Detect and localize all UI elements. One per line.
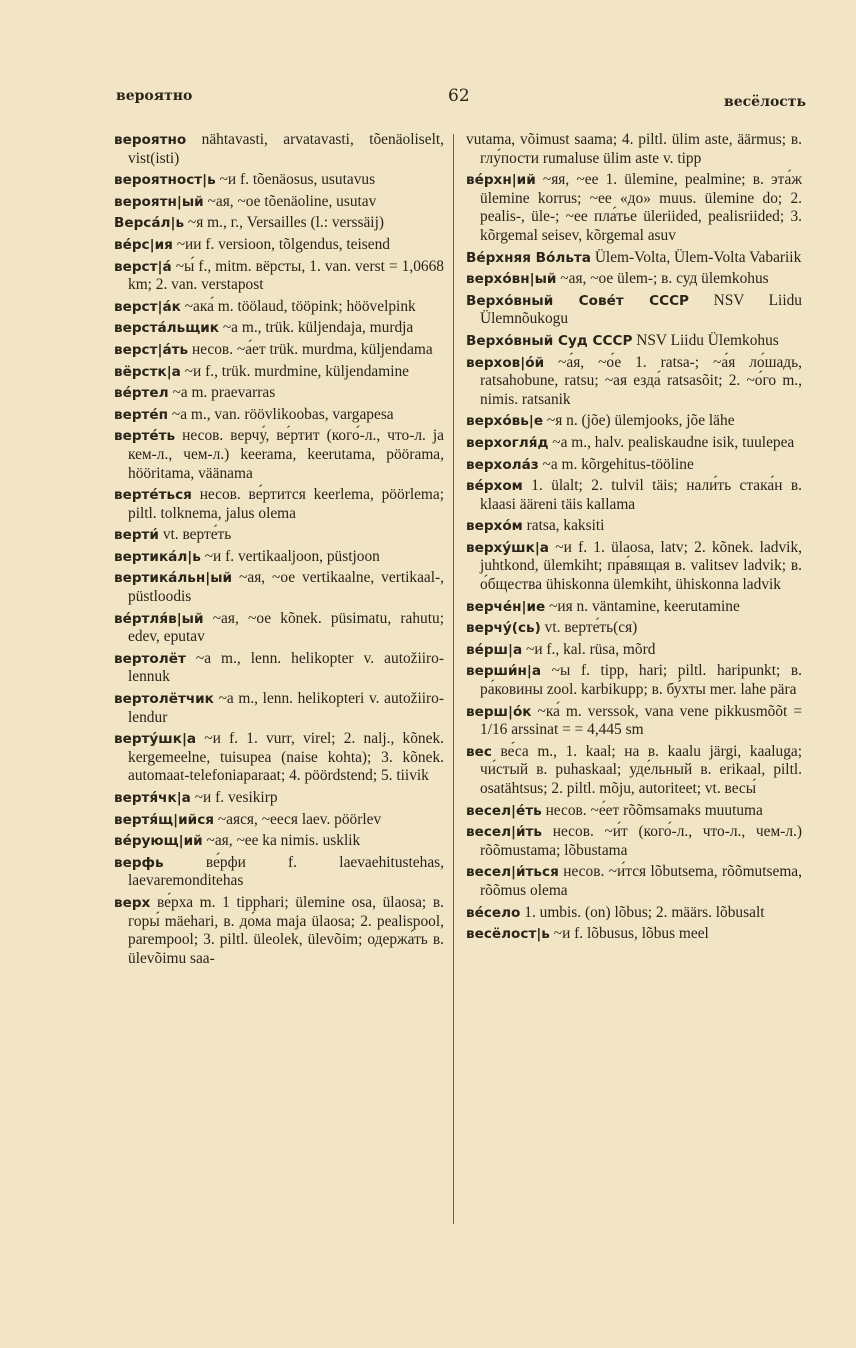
entry-headword: верхо́м: [466, 518, 523, 535]
entry-definition: ~ая, ~ое tõenäoline, usutav: [203, 192, 377, 210]
entry-headword: ве́ртля́в|ый: [114, 610, 204, 627]
dictionary-entry: [114, 486, 444, 523]
entry-definition: ~и f., trük. murdmine, küljendamine: [180, 362, 409, 380]
entry-headword: ве́ртел: [114, 385, 169, 402]
page-number: 62: [448, 86, 470, 106]
entry-definition: ~ая, ~ее ka nimis. usklik: [202, 832, 361, 850]
dictionary-entry: [114, 258, 444, 295]
entry-headword: вертика́льн|ый: [114, 570, 233, 587]
entry-headword: вертя́чк|а: [114, 790, 191, 806]
dictionary-entry: [466, 434, 802, 453]
dictionary-entry: [114, 171, 444, 190]
entry-headword: верху́шк|а: [466, 539, 549, 556]
entry-definition: ~а́я, ~о́е 1. ratsa-; ~а́я ло́шадь, ratsahobune, ratsu; ~ая езда́ ratsasõit; 2. ~о́го m., nimis. ratsanik: [480, 353, 802, 408]
entry-headword: верст|а́к: [114, 298, 181, 315]
entry-definition: ~я n. (jõe) ülemjooks, jõe lähe: [543, 412, 735, 430]
entry-headword: верче́н|ие: [466, 598, 546, 615]
entry-definition: ~ая, ~ое vertikaalne, vertikaal-, püstloodis: [128, 569, 444, 606]
dictionary-entry: [466, 249, 802, 268]
dictionary-entry: [114, 690, 444, 727]
entry-headword: вертолётчик: [114, 691, 214, 708]
entry-definition: vt. верте́ть(ся): [540, 619, 638, 637]
entry-definition: ве́рха m. 1 tipphari; ülemine osa, ülaosa; в. горы́ mäehari, в. до́ма maja ülaosa; 2. pealispool, parempool; 3. piltl. üleolek, ülevõim; одержа́ть в. ülevõimu saa-: [128, 893, 444, 967]
entry-headword: ве́рующ|ий: [114, 833, 203, 850]
dictionary-entry: [114, 384, 444, 403]
dictionary-entry: [114, 610, 444, 647]
dictionary-entry: [114, 214, 444, 233]
entry-definition: ~а m., lenn. helikopteri v. autožiiro-lendur: [128, 690, 444, 726]
dictionary-entry: [114, 569, 444, 606]
dictionary-entry: [466, 332, 802, 351]
entry-headword: верту́шк|а: [114, 731, 197, 748]
dictionary-entry: [466, 456, 802, 475]
dictionary-entry: [466, 131, 802, 168]
entry-headword: вертика́л|ь: [114, 548, 201, 565]
dictionary-entry: [114, 193, 444, 212]
entry-definition: несов. ~е́ет rõõmsamaks muutuma: [541, 801, 763, 819]
entry-definition: ве́са m., 1. kaal; на в. kaalu järgi, kaaluga; чи́стый в. puhaskaal; уде́льный в. erikaal, piltl. osatähtsus; 2. piltl. mõju, autoriteet; vt. весы́: [480, 742, 802, 797]
entry-headword: Верса́л|ь: [114, 215, 185, 232]
entry-headword: вес: [466, 743, 492, 760]
entry-definition: ~а m., trük. küljendaja, murdja: [219, 319, 414, 337]
entry-definition: Ülem-Volta, Ülem-Volta Vabariik: [590, 248, 802, 266]
entry-headword: верхогля́д: [466, 434, 549, 451]
dictionary-entry: [466, 925, 802, 944]
entry-definition: ~ии f. versioon, tõlgendus, teisend: [172, 235, 390, 253]
dictionary-entry: [466, 619, 802, 638]
entry-headword: весёлост|ь: [466, 926, 550, 943]
entry-definition: ~ы f. tipp, hari; piltl. haripunkt; в. ра́ковины zool. karbikupp; в. бу́хты mer. lahe pära: [480, 662, 802, 699]
entry-definition: ~и f. tõenäosus, usutavus: [215, 171, 376, 189]
entry-definition: ~а m. praevarras: [168, 384, 276, 402]
dictionary-entry: [114, 526, 444, 545]
entry-headword: верте́п: [114, 406, 169, 423]
dictionary-entry: [466, 703, 802, 740]
entry-headword: верте́ть: [114, 428, 176, 445]
dictionary-entry: [466, 904, 802, 923]
entry-headword: верфь: [114, 854, 164, 871]
entry-headword: весел|и́ть: [466, 824, 543, 841]
dictionary-entry: [466, 802, 802, 821]
entry-headword: вёрстк|а: [114, 363, 181, 380]
header-last-word: весёлость: [724, 94, 806, 110]
entry-definition: несов. ~и́тся lõbutsema, rõõmutsema, rõõmus olema: [480, 863, 802, 899]
entry-headword: верст|а́ть: [114, 341, 189, 358]
dictionary-entry: [466, 292, 802, 329]
right-column: [466, 131, 802, 947]
entry-definition: ~и f. vesikirp: [190, 789, 278, 806]
dictionary-entry: [114, 427, 444, 483]
entry-definition: ~и f. 1. ülaosa, latv; 2. kõnek. ladvik, juhtkond, ülemkiht; пра́вящая в. valitsev ladvik; в. о́бщества ühiskonna ülemkiht, ühiskonna ladvik: [480, 538, 802, 594]
entry-definition: 1. ülalt; 2. tulvil täis; нали́ть стака́н в. klaasi ääreni täis kallama: [480, 477, 802, 513]
entry-definition: ~ака́ m. töölaud, tööpink; höövelpink: [180, 297, 416, 315]
page-header: [0, 88, 856, 114]
entry-headword: верш|о́к: [466, 703, 532, 720]
entry-definition: несов. верчу́, ве́ртит (кого́-л., что-л. ja кем-л., чем-л.) keerama, keerutama, pöörama, hööritama, väänama: [128, 427, 444, 482]
entry-headword: верхо́вь|е: [466, 413, 544, 430]
entry-definition: ~а m., halv. pealiskaudne isik, tuulepea: [548, 433, 795, 451]
dictionary-entry: [114, 789, 444, 808]
entry-definition: ratsa, kaksiti: [522, 517, 605, 535]
entry-headword: ве́рхом: [466, 478, 523, 495]
entry-headword: вероятно: [114, 132, 187, 148]
dictionary-entry: [466, 539, 802, 595]
entry-definition: ве́рфи f. laevaehitustehas, laevaremonditehas: [128, 853, 444, 890]
entry-definition: ~ия n. väntamine, keerutamine: [545, 597, 740, 615]
dictionary-entry: [466, 598, 802, 617]
entry-definition: ~и f., kal. rüsa, mõrd: [522, 640, 656, 658]
entry-headword: Верхо́вный Суд СССР: [466, 332, 633, 349]
dictionary-entry: [466, 641, 802, 660]
entry-definition: ~а m. kõrgehitus-tööline: [538, 455, 694, 473]
dictionary-entry: [114, 650, 444, 687]
entry-headword: верста́льщик: [114, 320, 219, 337]
entry-definition: vt. верте́ть: [158, 526, 232, 544]
dictionary-entry: [114, 406, 444, 425]
dictionary-entry: [466, 171, 802, 245]
entry-definition: ~и f. vertikaaljoon, püstjoon: [200, 547, 380, 565]
entry-headword: верши́н|а: [466, 663, 542, 680]
entry-definition: несов. ве́ртится keerlema, pöörlema; piltl. tolknema, jalus olema: [128, 486, 444, 522]
header-first-word: вероятно: [116, 88, 193, 104]
dictionary-entry: [466, 863, 802, 900]
entry-headword: вертолёт: [114, 650, 186, 667]
entry-definition: ~аяся, ~ееся laev. pöörlev: [214, 810, 382, 828]
entry-definition: NSV Liidu Ülemkohus: [632, 331, 779, 349]
entry-definition: ~ая, ~ое ülem-; в. суд ülemkohus: [556, 270, 769, 288]
entry-definition: несов. ~а́ет trük. murdma, küljendama: [188, 340, 433, 358]
entry-definition: vutama, võimust saama; 4. piltl. ülim aste, äärmus; в. глу́пости rumaluse ülim aste v. tipp: [466, 131, 802, 167]
dictionary-entry: [114, 363, 444, 382]
dictionary-entry: [114, 319, 444, 338]
entry-headword: верхов|о́й: [466, 354, 545, 371]
entry-headword: верчу́(сь): [466, 620, 541, 637]
dictionary-entry: [466, 412, 802, 431]
entry-headword: весел|и́ться: [466, 864, 559, 881]
dictionary-entry: [114, 341, 444, 360]
dictionary-entry: [114, 131, 444, 168]
entry-definition: ~я m., г., Versailles (l.: verssäij): [184, 214, 384, 232]
entry-definition: ~и f. 1. vurr, virel; 2. nalj., kõnek. kergemeelne, tuisupea (naise kohta); 3. kõnek. automaat-telefoniaparaat; 4. pöördstend; 5. tiivik: [128, 730, 444, 785]
dictionary-entry: [114, 811, 444, 830]
entry-definition: ~ы́ f., mitm. вёрсты, 1. van. verst = 1,0668 km; 2. van. verstapost: [128, 257, 444, 294]
dictionary-entry: [114, 854, 444, 891]
dictionary-entry: [114, 730, 444, 786]
dictionary-entry: [114, 894, 444, 968]
entry-headword: верхола́з: [466, 456, 539, 473]
entry-definition: 1. umbis. (on) lõbus; 2. määrs. lõbusalt: [520, 903, 765, 921]
entry-headword: верти́: [114, 527, 159, 544]
dictionary-entry: [114, 298, 444, 317]
entry-headword: ве́рш|а: [466, 641, 523, 658]
entry-definition: ~а m., lenn. helikopter v. autožiiro-lennuk: [128, 649, 444, 686]
column-divider: [453, 134, 454, 1224]
entry-definition: NSV Liidu Ülemnõukogu: [480, 291, 802, 328]
entry-definition: ~яя, ~ее 1. ülemine, pealmine; в. эта́ж ülemine korrus; ~ее «до» muus. ülemine do; 2. pealis-, üle-; ~ее пла́тье üleriided, pealisriided; 3. kõrgemal seisev, kõrgemal asuv: [480, 171, 802, 244]
entry-headword: ве́рс|ия: [114, 236, 173, 253]
entry-headword: верхо́вн|ый: [466, 271, 557, 288]
dictionary-entry: [114, 236, 444, 255]
dictionary-entry: [466, 517, 802, 536]
dictionary-entry: [466, 662, 802, 699]
left-column: [114, 131, 444, 971]
entry-definition: ~а m., van. röövlikoobas, vargapesa: [168, 405, 394, 423]
dictionary-entry: [466, 743, 802, 799]
entry-headword: ве́рхн|ий: [466, 172, 536, 189]
entry-definition: несов. ~и́т (кого́-л., что-л., чем-л.) rõõmustama; lõbustama: [480, 823, 802, 859]
dictionary-entry: [466, 823, 802, 860]
dictionary-entry: [466, 354, 802, 410]
dictionary-entry: [466, 270, 802, 289]
entry-headword: ве́село: [466, 904, 521, 921]
entry-headword: Верхо́вный Сове́т СССР: [466, 292, 690, 309]
entry-headword: вероятност|ь: [114, 172, 216, 189]
entry-definition: ~и f. lõbusus, lõbus meel: [549, 925, 709, 943]
dictionary-entry: [114, 832, 444, 851]
entry-headword: вертя́щ|ийся: [114, 811, 214, 828]
entry-definition: ~ка́ m. verssok, vana vene pikkusmõõt = 1/16 arssinat = = 4,445 sm: [480, 702, 802, 739]
entry-definition: nähtavasti, arvatavasti, tõenäoliselt, vist(isti): [128, 131, 444, 167]
dictionary-entry: [114, 548, 444, 567]
entry-headword: верст|а́: [114, 258, 172, 275]
entry-headword: верх: [114, 894, 151, 911]
entry-headword: вероятн|ый: [114, 193, 204, 210]
entry-headword: верте́ться: [114, 487, 192, 504]
dictionary-entry: [466, 477, 802, 514]
entry-definition: ~ая, ~ое kõnek. püsimatu, rahutu; edev, eputav: [128, 609, 444, 646]
entry-headword: Ве́рхняя Во́льта: [466, 249, 591, 266]
entry-headword: весел|е́ть: [466, 802, 542, 819]
